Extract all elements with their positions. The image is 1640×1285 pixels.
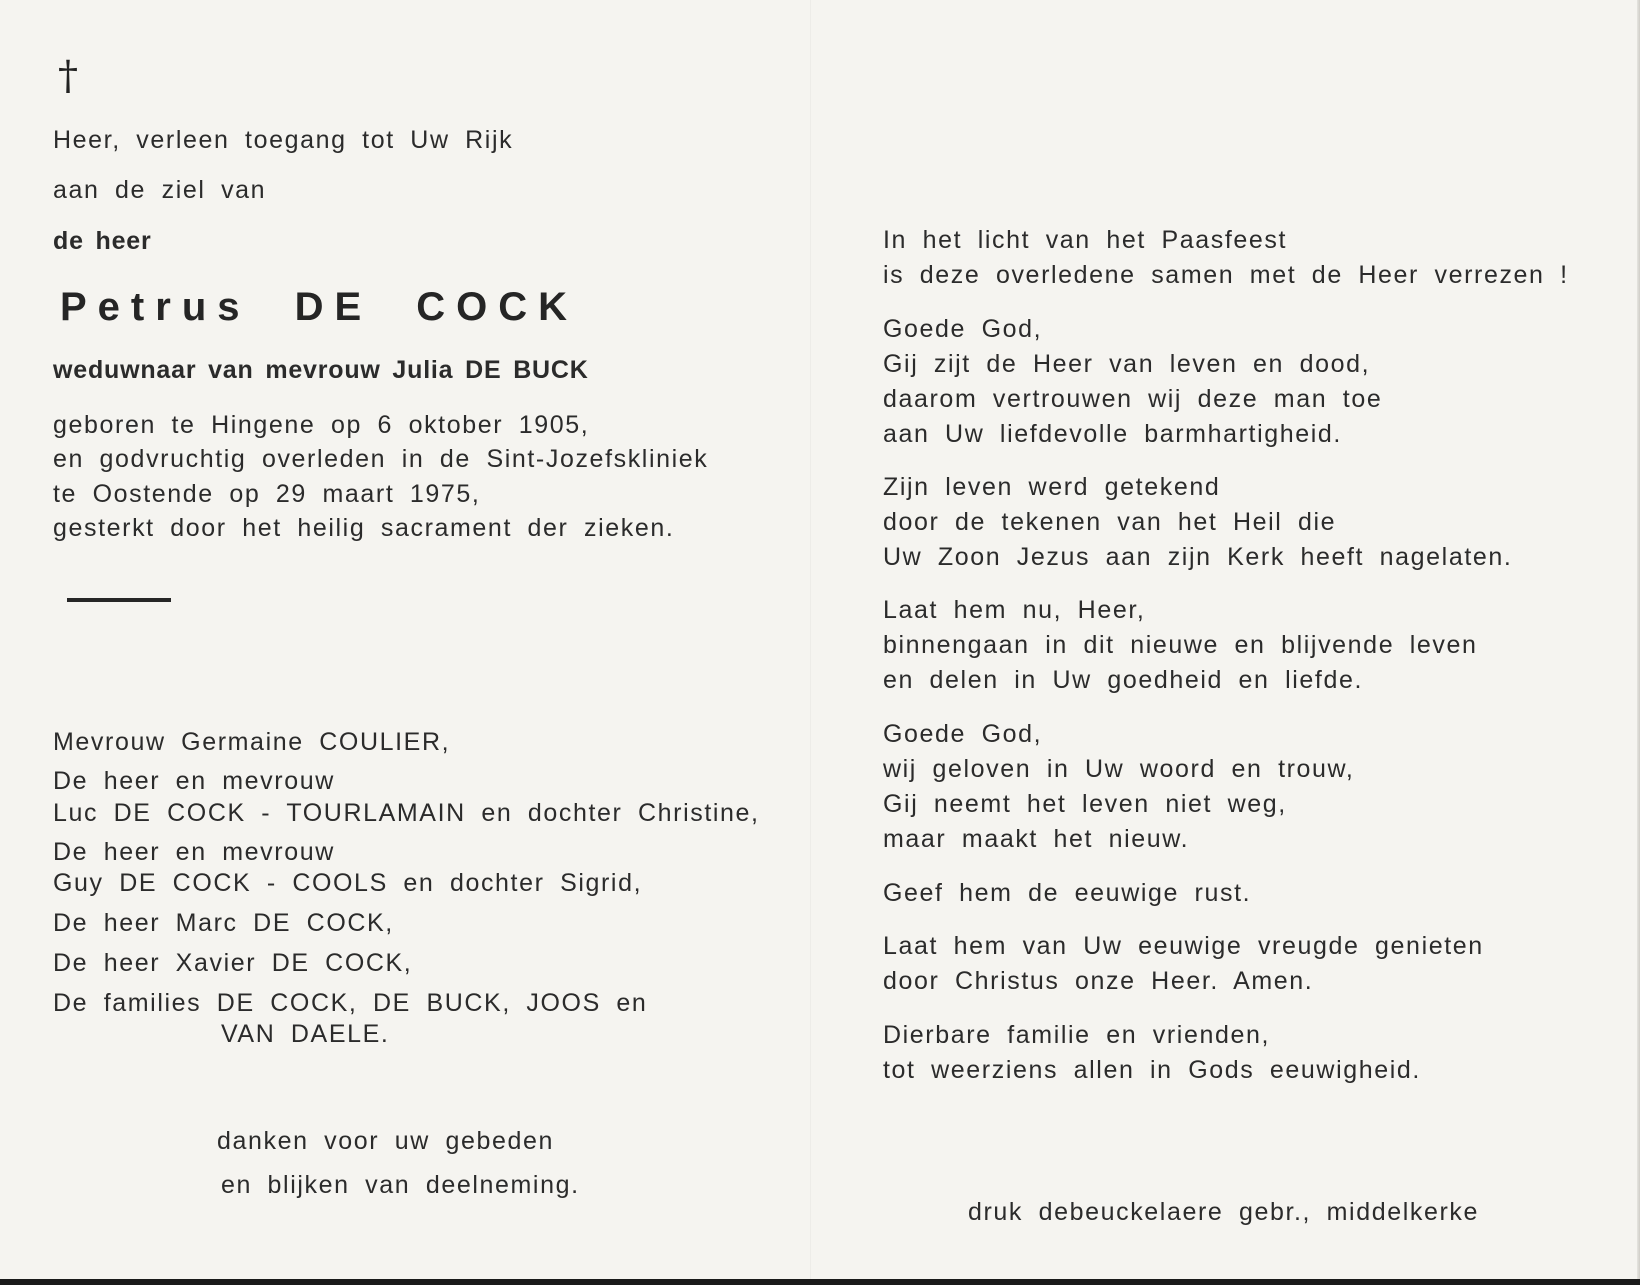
title-label: de heer [53, 227, 152, 255]
verse-line: maar maakt het nieuw. [883, 825, 1190, 853]
family-line-2: De heer en mevrouw [53, 767, 335, 795]
family-line-3: Luc DE COCK - TOURLAMAIN en dochter Christine, [53, 799, 760, 827]
family-line-4: De heer en mevrouw [53, 838, 335, 866]
verse-line: Gij zijt de Heer van leven en dood, [883, 350, 1371, 378]
verse-line: tot weerziens allen in Gods eeuwigheid. [883, 1056, 1421, 1084]
family-line-5: Guy DE COCK - COOLS en dochter Sigrid, [53, 869, 643, 897]
death-place-line: te Oostende op 29 maart 1975, [53, 480, 481, 508]
sacrament-line: gesterkt door het heilig sacrament der zieken. [53, 514, 675, 542]
family-line-9: VAN DAELE. [221, 1020, 390, 1048]
verse-line: Laat hem nu, Heer, [883, 596, 1146, 624]
printer-imprint: druk debeuckelaere gebr., middelkerke [968, 1198, 1480, 1226]
scan-bottom-edge [0, 1279, 1640, 1285]
verse-line: binnengaan in dit nieuwe en blijvende leven [883, 631, 1478, 659]
verse-line: Dierbare familie en vrienden, [883, 1021, 1271, 1049]
verse-line: door de tekenen van het Heil die [883, 508, 1337, 536]
verse-line: In het licht van het Paasfeest [883, 226, 1288, 254]
thanks-line-2: en blijken van deelneming. [221, 1171, 580, 1199]
verse-line: Goede God, [883, 315, 1043, 343]
thanks-line-1: danken voor uw gebeden [217, 1127, 554, 1155]
cross-icon: † [58, 53, 78, 99]
family-line-6: De heer Marc DE COCK, [53, 909, 394, 937]
verse-line: daarom vertrouwen wij deze man toe [883, 385, 1383, 413]
prayer-line-2: aan de ziel van [53, 176, 267, 204]
verse-line: Goede God, [883, 720, 1043, 748]
verse-line: Gij neemt het leven niet weg, [883, 790, 1287, 818]
death-line: en godvruchtig overleden in de Sint-Jozefskliniek [53, 445, 709, 473]
verse-line: aan Uw liefdevolle barmhartigheid. [883, 420, 1342, 448]
prayer-line-1: Heer, verleen toegang tot Uw Rijk [53, 126, 514, 154]
verse-line: en delen in Uw goedheid en liefde. [883, 666, 1364, 694]
verse-line: Geef hem de eeuwige rust. [883, 879, 1252, 907]
verse-line: wij geloven in Uw woord en trouw, [883, 755, 1355, 783]
deceased-name: Petrus DE COCK [60, 285, 579, 329]
separator-rule [67, 598, 171, 602]
verse-line: Zijn leven werd getekend [883, 473, 1221, 501]
verse-line: Laat hem van Uw eeuwige vreugde genieten [883, 932, 1484, 960]
birth-line: geboren te Hingene op 6 oktober 1905, [53, 411, 590, 439]
verse-line: door Christus onze Heer. Amen. [883, 967, 1314, 995]
widower-line: weduwnaar van mevrouw Julia DE BUCK [53, 356, 589, 384]
fold-line [810, 0, 811, 1285]
family-line-1: Mevrouw Germaine COULIER, [53, 728, 451, 756]
verse-line: is deze overledene samen met de Heer verrezen ! [883, 261, 1569, 289]
family-line-8: De families DE COCK, DE BUCK, JOOS en [53, 989, 648, 1017]
verse-line: Uw Zoon Jezus aan zijn Kerk heeft nagelaten. [883, 543, 1513, 571]
family-line-7: De heer Xavier DE COCK, [53, 949, 413, 977]
